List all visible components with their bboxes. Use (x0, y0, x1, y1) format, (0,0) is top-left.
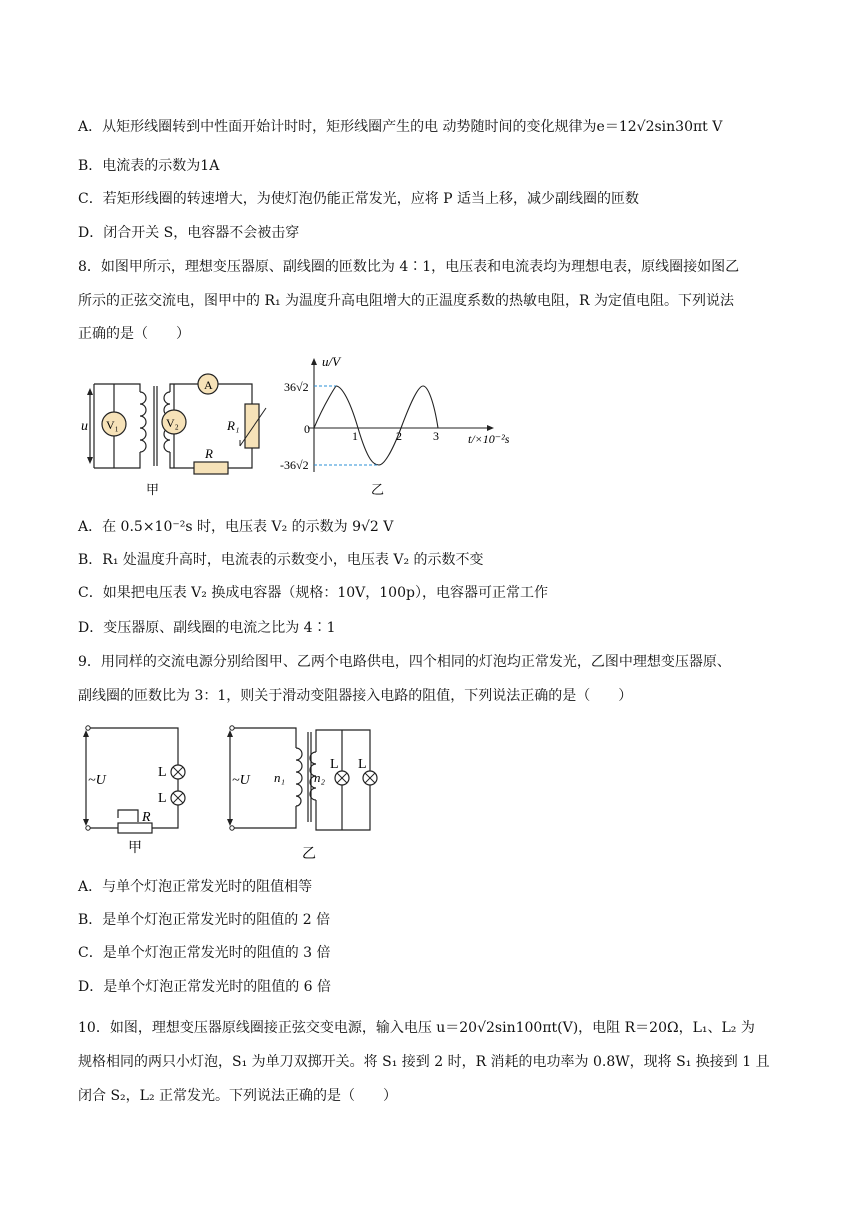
q7-option-b: B．电流表的示数为1A (78, 158, 220, 174)
graph-x-label: t/×10⁻²s (468, 432, 510, 446)
q8-option-b: B．R₁ 处温度升高时，电流表的示数变小，电压表 V₂ 的示数不变 (78, 552, 484, 568)
q9-jia-label-r: R (142, 810, 151, 825)
q9-yi-label-l1: L (330, 757, 339, 772)
q9-jia-label-u: ~U (88, 773, 106, 788)
q9-option-d: D．是单个灯泡正常发光时的阻值的 6 倍 (78, 979, 332, 995)
q10-stem-line-3: 闭合 S₂，L₂ 正常发光。下列说法正确的是（ ） (78, 1088, 398, 1104)
q8-caption-jia: 甲 (146, 482, 160, 497)
graph-x-tick-3: 3 (433, 429, 439, 443)
q9-circuit-jia (78, 718, 198, 860)
q9-yi-label-l2: L (358, 757, 367, 772)
graph-y-top: 36√2 (284, 380, 309, 394)
q8-label-r1: R₁ (227, 418, 240, 433)
graph-y-label: u/V (322, 354, 341, 369)
q9-jia-label-l2: L (158, 791, 167, 806)
q8-stem-line-2: 所示的正弦交流电，图甲中的 R₁ 为温度升高电阻增大的正温度系数的热敏电阻，R 为定值电阻。下列说法 (78, 293, 735, 309)
q9-option-c: C．是单个灯泡正常发光时的阻值的 3 倍 (78, 945, 331, 961)
thermistor-r1-icon (245, 404, 259, 448)
q10-stem-line-2: 规格相同的两只小灯泡，S₁ 为单刀双掷开关。将 S₁ 接到 2 时，R 消耗的电功率为 0.8W，现将 S₁ 换接到 1 且 (78, 1054, 770, 1070)
q8-sine-graph (278, 352, 518, 500)
q9-yi-label-n2: n₂ (314, 770, 326, 785)
q9-yi-label-u: ~U (232, 773, 250, 788)
q8-label-a: A (204, 378, 213, 392)
q8-label-r: R (205, 446, 213, 461)
q9-stem-line-2: 副线圈的匝数比为 3：1，则关于滑动变阻器接入电路的阻值，下列说法正确的是（ ） (78, 688, 633, 704)
q7-option-c: C．若矩形线圈的转速增大，为使灯泡仍能正常发光，应将 P 适当上移，减少副线圈的匝数 (78, 191, 640, 207)
sine-curve (314, 386, 438, 465)
q8-stem-line-1: 8．如图甲所示，理想变压器原、副线圈的匝数比为 4∶1，电压表和电流表均为理想电表，原线圈接如图乙 (78, 259, 740, 275)
q9-circuit-yi (222, 718, 392, 866)
q8-option-c: C．如果把电压表 V₂ 换成电容器（规格：10V，100p），电容器可正常工作 (78, 585, 548, 601)
q7-option-d: D．闭合开关 S，电容器不会被击穿 (78, 225, 300, 241)
graph-origin: 0 (304, 422, 310, 436)
q8-label-v2: V₂ (166, 416, 179, 430)
q8-stem-line-3: 正确的是（ ） (78, 326, 190, 342)
q9-jia-label-l1: L (158, 765, 167, 780)
q9-caption-yi: 乙 (302, 847, 316, 862)
q9-option-a: A．与单个灯泡正常发光时的阻值相等 (78, 879, 313, 895)
q8-option-a: A．在 0.5×10⁻²s 时，电压表 V₂ 的示数为 9√2 V (78, 519, 394, 535)
q9-caption-jia: 甲 (128, 841, 142, 856)
q9-option-b: B．是单个灯泡正常发光时的阻值的 2 倍 (78, 912, 331, 928)
q9-stem-line-1: 9．用同样的交流电源分别给图甲、乙两个电路供电，四个相同的灯泡均正常发光，乙图中理想变压器原、 (78, 654, 731, 670)
graph-x-tick-2: 2 (396, 429, 402, 443)
q8-label-v1: V₁ (106, 418, 119, 432)
q8-option-d: D．变压器原、副线圈的电流之比为 4∶1 (78, 620, 336, 636)
resistor-r-icon (194, 462, 228, 474)
q8-circuit-figure (81, 370, 274, 500)
graph-y-bottom: -36√2 (280, 458, 309, 472)
q10-stem-line-1: 10．如图，理想变压器原线圈接正弦交变电源，输入电压 u＝20√2sin100πt(V)，电阻 R＝20Ω，L₁、L₂ 为 (78, 1020, 755, 1036)
q8-label-u: u (81, 419, 88, 434)
q8-caption-yi: 乙 (371, 482, 385, 497)
q9-yi-label-n1: n₁ (274, 770, 286, 785)
graph-x-tick-1: 1 (352, 429, 358, 443)
q7-option-a: A．从矩形线圈转到中性面开始计时时，矩形线圈产生的电 动势随时间的变化规律为e＝12√2sin30πt V (78, 119, 723, 135)
